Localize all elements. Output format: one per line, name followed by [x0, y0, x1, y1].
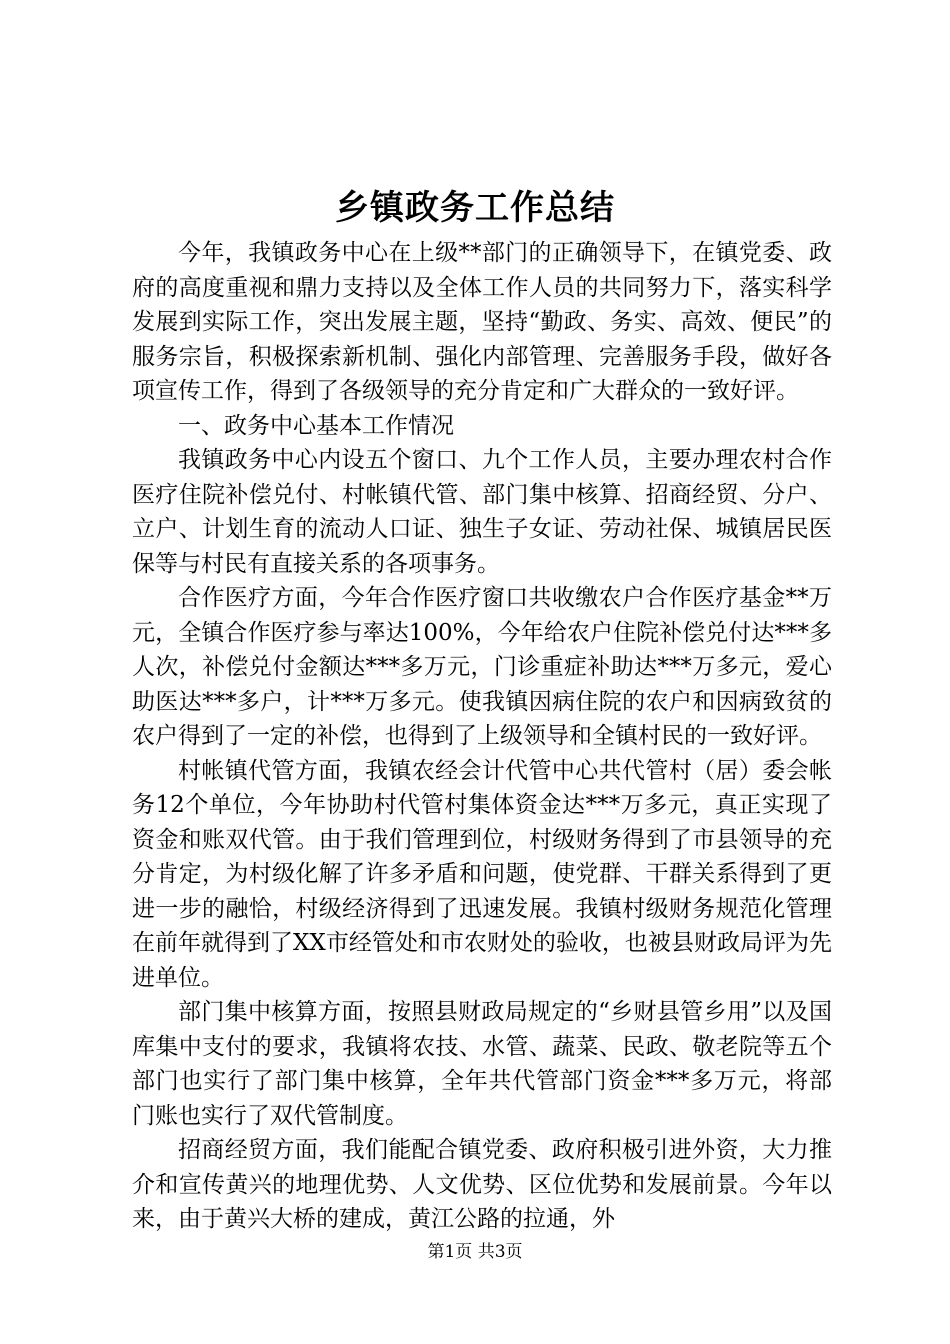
paragraph-intro: 今年，我镇政务中心在上级**部门的正确领导下，在镇党委、政府的高度重视和鼎力支持以及全体工作人员的共同努力下，落实科学发展到实际工作，突出发展主题，坚持“勤政、务实、高效、便民”的服务宗旨，积极探索新机制、强化内部管理、完善服务手段，做好各项宣传工作，得到了各级领导的充分肯定和广大群众的一致好评。	[132, 240, 832, 404]
paragraph-investment: 招商经贸方面，我们能配合镇党委、政府积极引进外资，大力推介和宣传黄兴的地理优势、人文优势、区位优势和发展前景。今年以来，由于黄兴大桥的建成，黄江公路的拉通，外	[132, 1137, 832, 1232]
document-body	[132, 236, 832, 1237]
paragraph-accounting: 部门集中核算方面，按照县财政局规定的“乡财县管乡用”以及国库集中支付的要求，我镇将农技、水管、蔬菜、民政、敬老院等五个部门也实行了部门集中核算，全年共代管部门资金***多万元，将部门账也实行了双代管制度。	[132, 999, 832, 1129]
paragraph-village-accounts: 村帐镇代管方面，我镇农经会计代管中心共代管村（居）委会帐务12个单位，今年协助村代管村集体资金达***万多元，真正实现了资金和账双代管。由于我们管理到位，村级财务得到了市县领导的充分肯定，为村级化解了许多矛盾和问题，使党群、干群关系得到了更进一步的融恰，村级经济得到了迅速发展。我镇村级财务规范化管理在前年就得到了XX市经管处和市农财处的验收，也被县财政局评为先进单位。	[132, 757, 832, 991]
page-number: 第1页 共3页	[427, 1242, 523, 1262]
paragraph-overview: 我镇政务中心内设五个窗口、九个工作人员，主要办理农村合作医疗住院补偿兑付、村帐镇代管、部门集中核算、招商经贸、分户、立户、计划生育的流动人口证、独生子女证、劳动社保、城镇居民医保等与村民有直接关系的各项事务。	[132, 447, 832, 577]
section-heading: 一、政务中心基本工作情况	[178, 412, 454, 439]
document-title: 乡镇政务工作总结	[335, 188, 615, 228]
paragraph-medical: 合作医疗方面，今年合作医疗窗口共收缴农户合作医疗基金**万元，全镇合作医疗参与率达100%，今年给农户住院补偿兑付达***多人次，补偿兑付金额达***多万元，门诊重症补助达***万多元，爱心助医达***多户，计***万多元。使我镇因病住院的农户和因病致贫的农户得到了一定的补偿，也得到了上级领导和全镇村民的一致好评。	[132, 585, 832, 749]
